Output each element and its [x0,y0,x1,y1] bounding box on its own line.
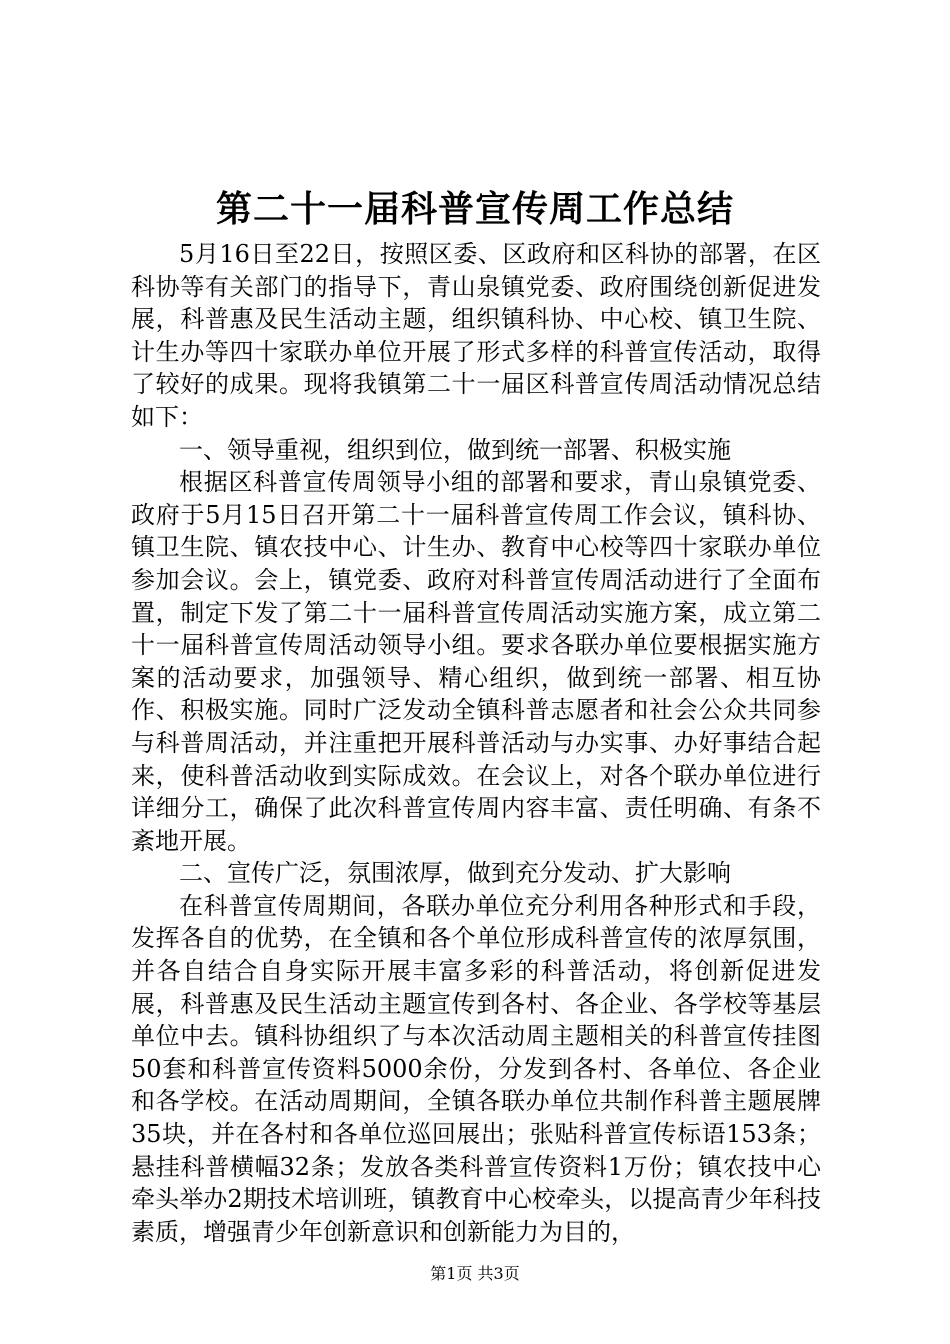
document-title: 第二十一届科普宣传周工作总结 [215,188,734,230]
paragraph-section-2: 在科普宣传周期间，各联办单位充分利用各种形式和手段，发挥各自的优势，在全镇和各个单位形成科普宣传的浓厚氛围，并各自结合自身实际开展丰富多彩的科普活动，将创新促进发展，科普惠及民生活动主题宣传到各村、各企业、各学校等基层单位中去。镇科协组织了与本次活动周主题相关的科普宣传挂图50套和科普宣传资料5000余份，分发到各村、各单位、各企业和各学校。在活动周期间，全镇各联办单位共制作科普主题展牌35块，并在各村和各单位巡回展出；张贴科普宣传标语153条；悬挂科普横幅32条；发放各类科普宣传资料1万份；镇农技中心牵头举办2期技术培训班，镇教育中心校牵头，以提高青少年科技素质，增强青少年创新意识和创新能力为目的， [131,891,821,1246]
page-number-footer: 第1页 共3页 [430,1264,520,1283]
section-heading-2: 二、宣传广泛，氛围浓厚，做到充分发动、扩大影响 [179,859,731,888]
paragraph-intro: 5月16日至22日，按照区委、区政府和区科协的部署，在区科协等有关部门的指导下，青山泉镇党委、政府围绕创新促进发展，科普惠及民生活动主题，组织镇科协、中心校、镇卫生院、计生办等四十家联办单位开展了形式多样的科普宣传活动，取得了较好的成果。现将我镇第二十一届区科普宣传周活动情况总结如下： [131,240,821,431]
document-body [131,238,821,1248]
section-heading-1: 一、领导重视，组织到位，做到统一部署、积极实施 [179,435,731,464]
paragraph-section-1: 根据区科普宣传周领导小组的部署和要求，青山泉镇党委、政府于5月15日召开第二十一届科普宣传周工作会议，镇科协、镇卫生院、镇农技中心、计生办、教育中心校等四十家联办单位参加会议。会上，镇党委、政府对科普宣传周活动进行了全面布置，制定下发了第二十一届科普宣传周活动实施方案，成立第二十一届科普宣传周活动领导小组。要求各联办单位要根据实施方案的活动要求，加强领导、精心组织，做到统一部署、相互协作、积极实施。同时广泛发动全镇科普志愿者和社会公众共同参与科普周活动，并注重把开展科普活动与办实事、办好事结合起来，使科普活动收到实际成效。在会议上，对各个联办单位进行详细分工，确保了此次科普宣传周内容丰富、责任明确、有条不紊地开展。 [131,468,821,855]
